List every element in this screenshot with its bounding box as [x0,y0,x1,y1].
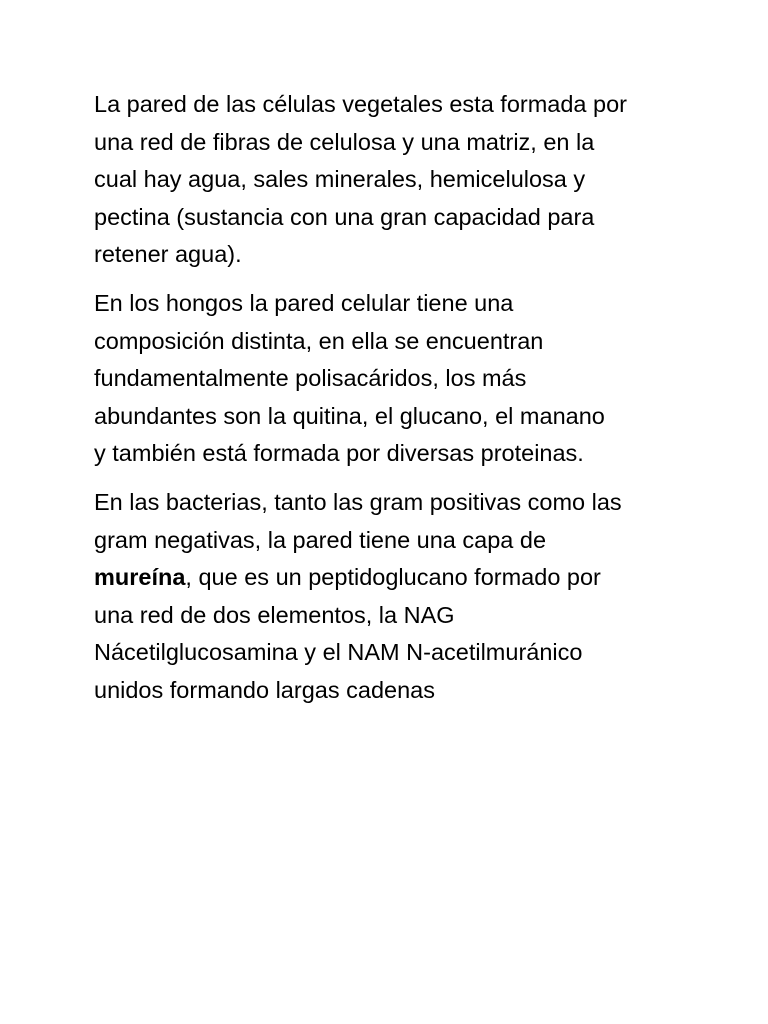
text-line: composición distinta, en ella se encuentran [94,327,544,354]
text-line: En las bacterias, tanto las gram positivas como las [94,488,622,515]
text-line: fundamentalmente polisacáridos, los más [94,365,527,392]
text-line: y también está formada por diversas proteinas. [94,440,584,467]
text-line [94,559,704,597]
text-line: En los hongos la pared celular tiene una [94,289,514,316]
text-line: pectina (sustancia con una gran capacidad para [94,203,595,230]
text-line: una red de dos elementos, la NAG [94,601,455,628]
text-line: La pared de las células vegetales esta formada por [94,91,627,117]
bold-term-mureina: mureína [94,564,186,591]
paragraph-bacteria-cell-wall [94,484,704,710]
paragraph-plant-cell-wall [94,86,704,274]
text-line: retener agua). [94,241,242,268]
text-line: abundantes son la quitina, el glucano, el manano [94,402,605,429]
text-line: unidos formando largas cadenas [94,676,435,703]
text-line: una red de fibras de celulosa y una matriz, en la [94,128,595,155]
document-body [94,86,704,721]
text-line: gram negativas, la pared tiene una capa de [94,526,547,553]
paragraph-fungi-cell-wall [94,285,704,473]
text-line: cual hay agua, sales minerales, hemicelulosa y [94,166,586,193]
text-line: Nácetilglucosamina y el NAM N-acetilmuránico [94,639,583,666]
text-fragment: , que es un peptidoglucano formado por [185,564,601,591]
